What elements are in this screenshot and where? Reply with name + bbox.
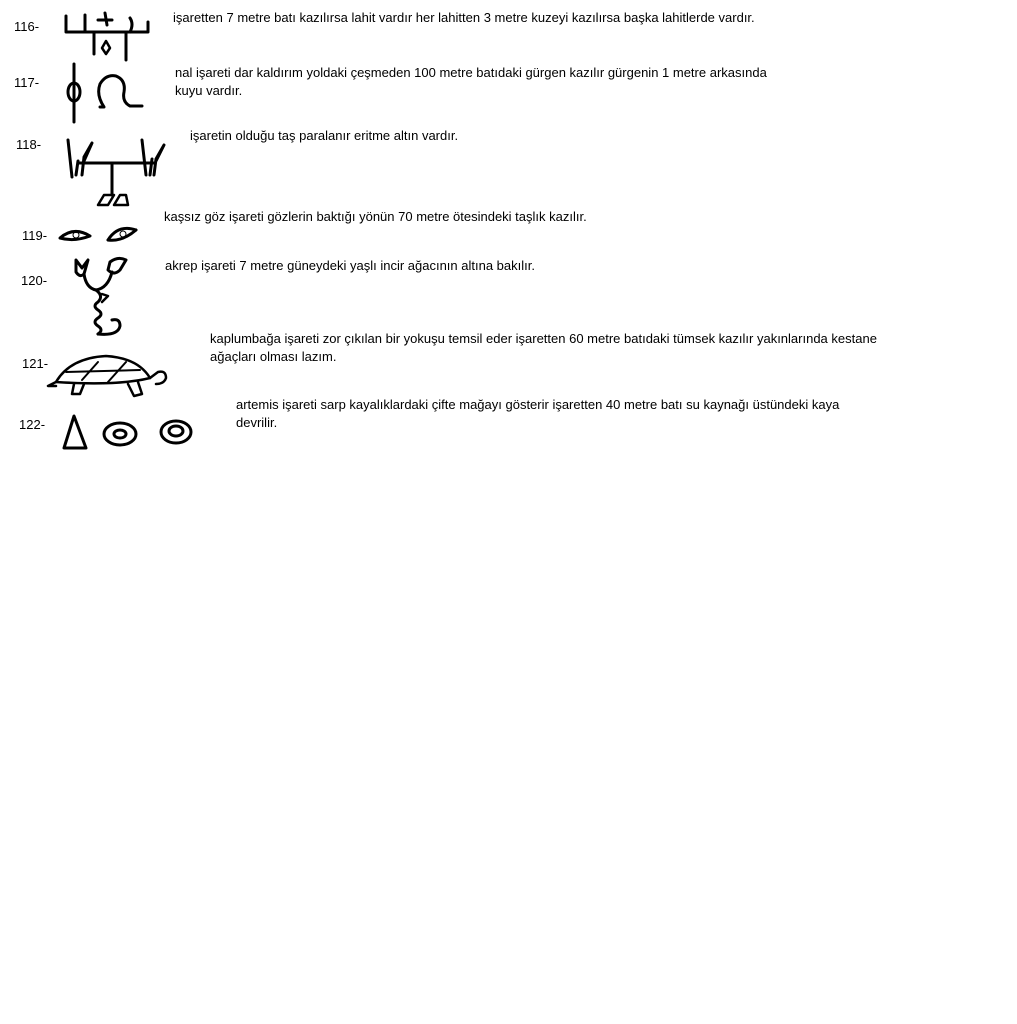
entry-116-description: işaretten 7 metre batı kazılırsa lahit vardır her lahitten 3 metre kuzeyi kazılırsa başka lahitlerde vardır.: [173, 10, 755, 25]
entry-118-number: 118-: [16, 137, 42, 152]
entry-122-description-line-2: devrilir.: [236, 415, 278, 430]
scorpion-icon: [68, 254, 138, 349]
pitchfork-glyph-icon: [60, 10, 160, 65]
entry-121-description-line-2: ağaçları olması lazım.: [210, 349, 337, 364]
entry-121-description-line-1: kaplumbağa işareti zor çıkılan bir yokuşu temsil eder işaretten 60 metre batıdaki tümsek kazılır yakınlarında kestane: [210, 331, 877, 346]
staff-and-horseshoe-icon: [60, 60, 150, 125]
entry-117-description-line-2: kuyu vardır.: [175, 83, 243, 98]
entry-117-number: 117-: [14, 75, 40, 90]
triangle-and-rings-icon: [60, 412, 200, 454]
split-stone-icon: [62, 135, 172, 210]
entry-122-description-line-1: artemis işareti sarp kayalıklardaki çifte mağayı gösterir işaretten 40 metre batı su kaynağı üstündeki kaya: [236, 397, 840, 412]
browless-eyes-icon: [56, 222, 146, 248]
entry-116-number: 116-: [14, 19, 40, 34]
entry-118-description: işaretin olduğu taş paralanır eritme altın vardır.: [190, 128, 459, 143]
entry-121-number: 121-: [22, 356, 49, 371]
entry-120-description: akrep işareti 7 metre güneydeki yaşlı incir ağacının altına bakılır.: [165, 258, 535, 273]
entry-122-number: 122-: [19, 417, 46, 432]
entry-120-number: 120-: [21, 273, 48, 288]
entry-119-number: 119-: [22, 228, 48, 243]
entry-117-description-line-1: nal işareti dar kaldırım yoldaki çeşmeden 100 metre batıdaki gürgen kazılır gürgenin 1 metre arkasında: [175, 65, 767, 80]
turtle-icon: [46, 352, 171, 402]
entry-119-description: kaşsız göz işareti gözlerin baktığı yönün 70 metre ötesindeki taşlık kazılır.: [164, 209, 587, 224]
